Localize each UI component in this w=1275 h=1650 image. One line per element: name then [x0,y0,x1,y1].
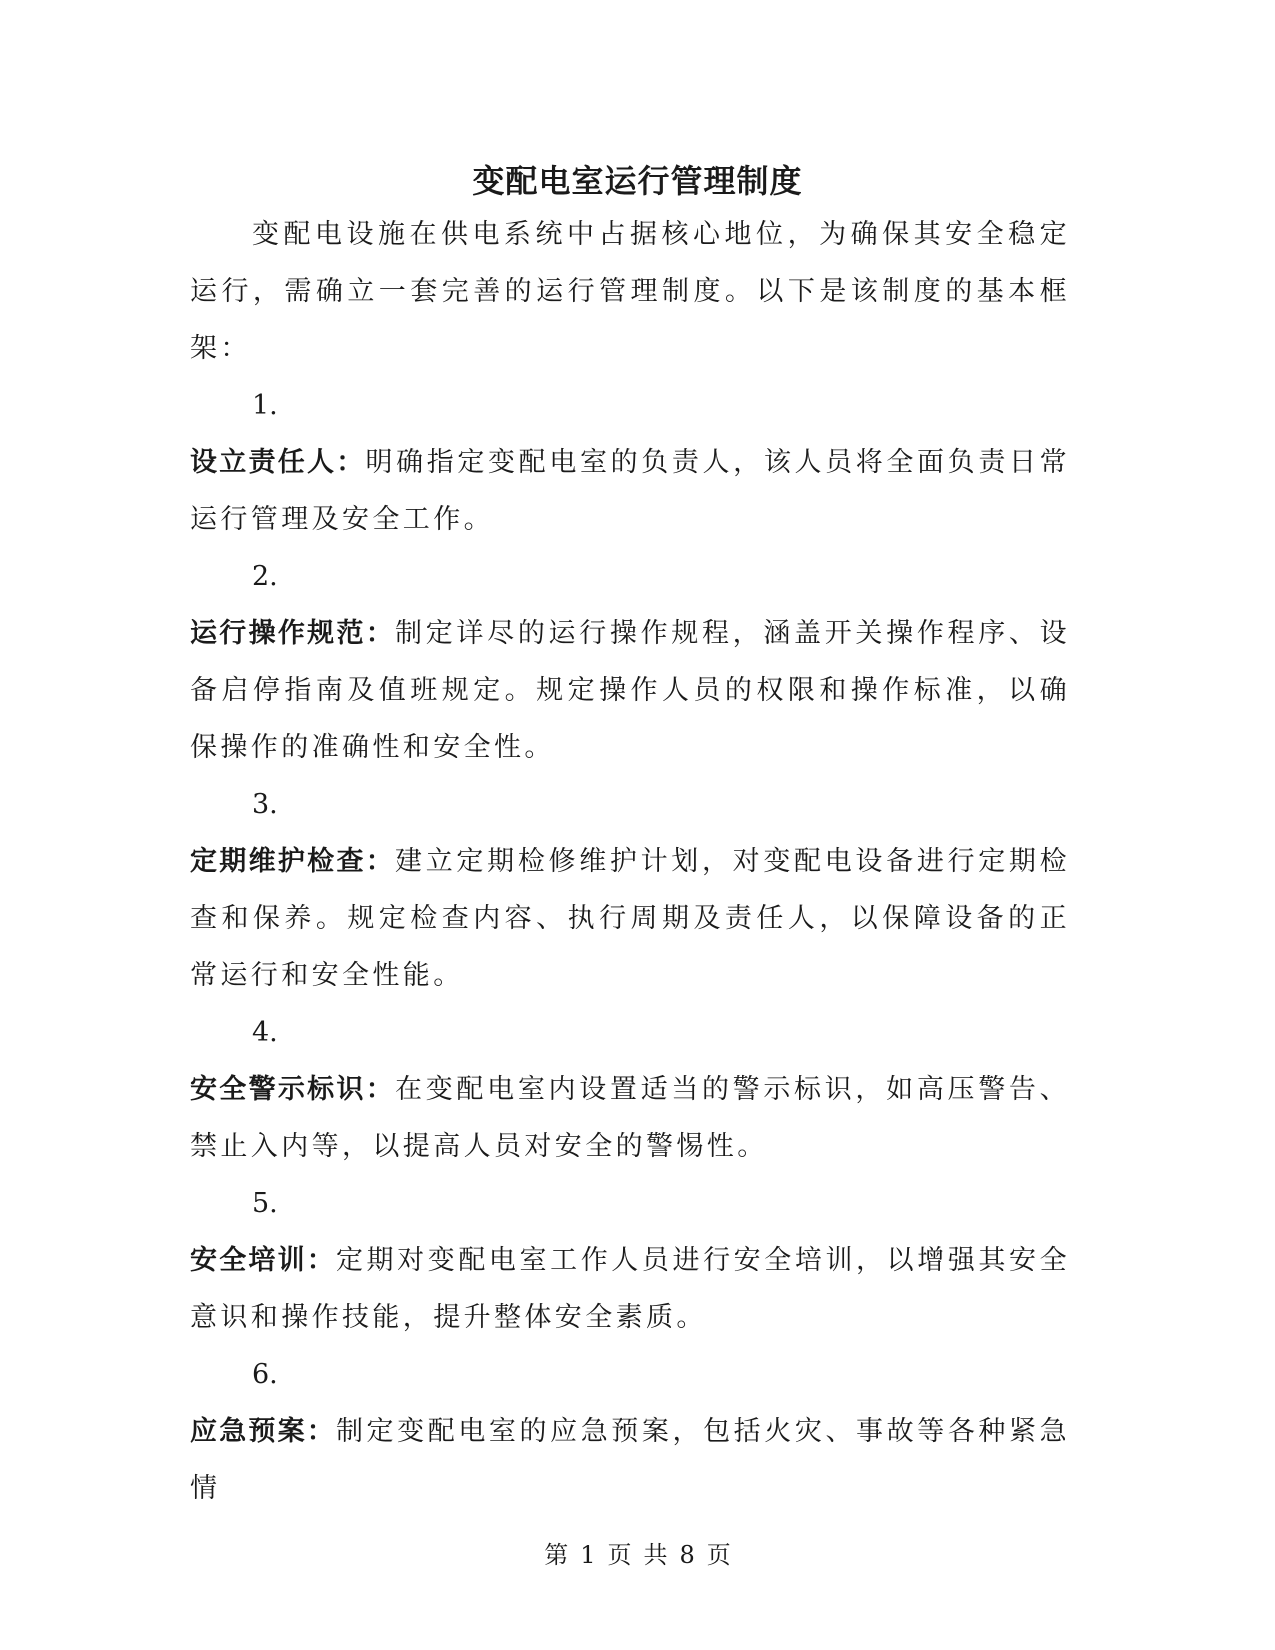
item-paragraph-2 [190,605,1070,776]
item-text-5: 定期对变配电室工作人员进行安全培训，以增强其安全意识和操作技能，提升整体安全素质。 [190,1245,1070,1333]
item-text-3: 建立定期检修维护计划，对变配电设备进行定期检查和保养。规定检查内容、执行周期及责任人，以保障设备的正常运行和安全性能。 [190,846,1070,991]
item-lead-4: 安全警示标识： [190,1074,396,1105]
footer-page-prefix: 第 [544,1541,569,1569]
item-paragraph-3 [190,833,1070,1004]
item-lead-3: 定期维护检查： [190,846,396,877]
item-paragraph-5 [190,1232,1070,1346]
item-number-3: 3. [252,789,278,820]
item-lead-1: 设立责任人： [190,447,366,478]
item-paragraph-1 [190,434,1070,548]
document-title: 变配电室运行管理制度 [472,162,803,201]
footer-total-prefix: 共 [643,1541,668,1569]
item-paragraph-6 [190,1403,1070,1517]
item-text-2: 制定详尽的运行操作规程，涵盖开关操作程序、设备启停指南及值班规定。规定操作人员的权限和操作标准，以确保操作的准确性和安全性。 [190,618,1070,763]
item-lead-5: 安全培训： [190,1245,336,1276]
item-paragraph-4 [190,1061,1070,1175]
item-text-1: 明确指定变配电室的负责人，该人员将全面负责日常运行管理及安全工作。 [190,447,1071,535]
footer-page-mid: 页 [607,1541,632,1569]
footer-page-total: 8 [679,1541,695,1569]
footer-page-suffix: 页 [706,1541,731,1569]
footer-page-current: 1 [580,1541,596,1569]
item-number-4: 4. [252,1017,278,1048]
item-number-5: 5. [252,1188,278,1219]
intro-paragraph: 变配电设施在供电系统中占据核心地位，为确保其安全稳定运行，需确立一套完善的运行管理制度。以下是该制度的基本框架： [190,219,1070,364]
item-number-2: 2. [252,561,278,592]
page-footer [0,1540,1275,1570]
document-body [190,206,1070,1517]
item-text-6: 制定变配电室的应急预案，包括火灾、事故等各种紧急情 [190,1416,1070,1504]
item-lead-6: 应急预案： [190,1416,336,1447]
item-text-4: 在变配电室内设置适当的警示标识，如高压警告、禁止入内等，以提高人员对安全的警惕性。 [190,1074,1070,1162]
item-number-6: 6. [252,1359,278,1390]
item-lead-2: 运行操作规范： [190,618,396,649]
item-number-1: 1. [252,390,278,421]
